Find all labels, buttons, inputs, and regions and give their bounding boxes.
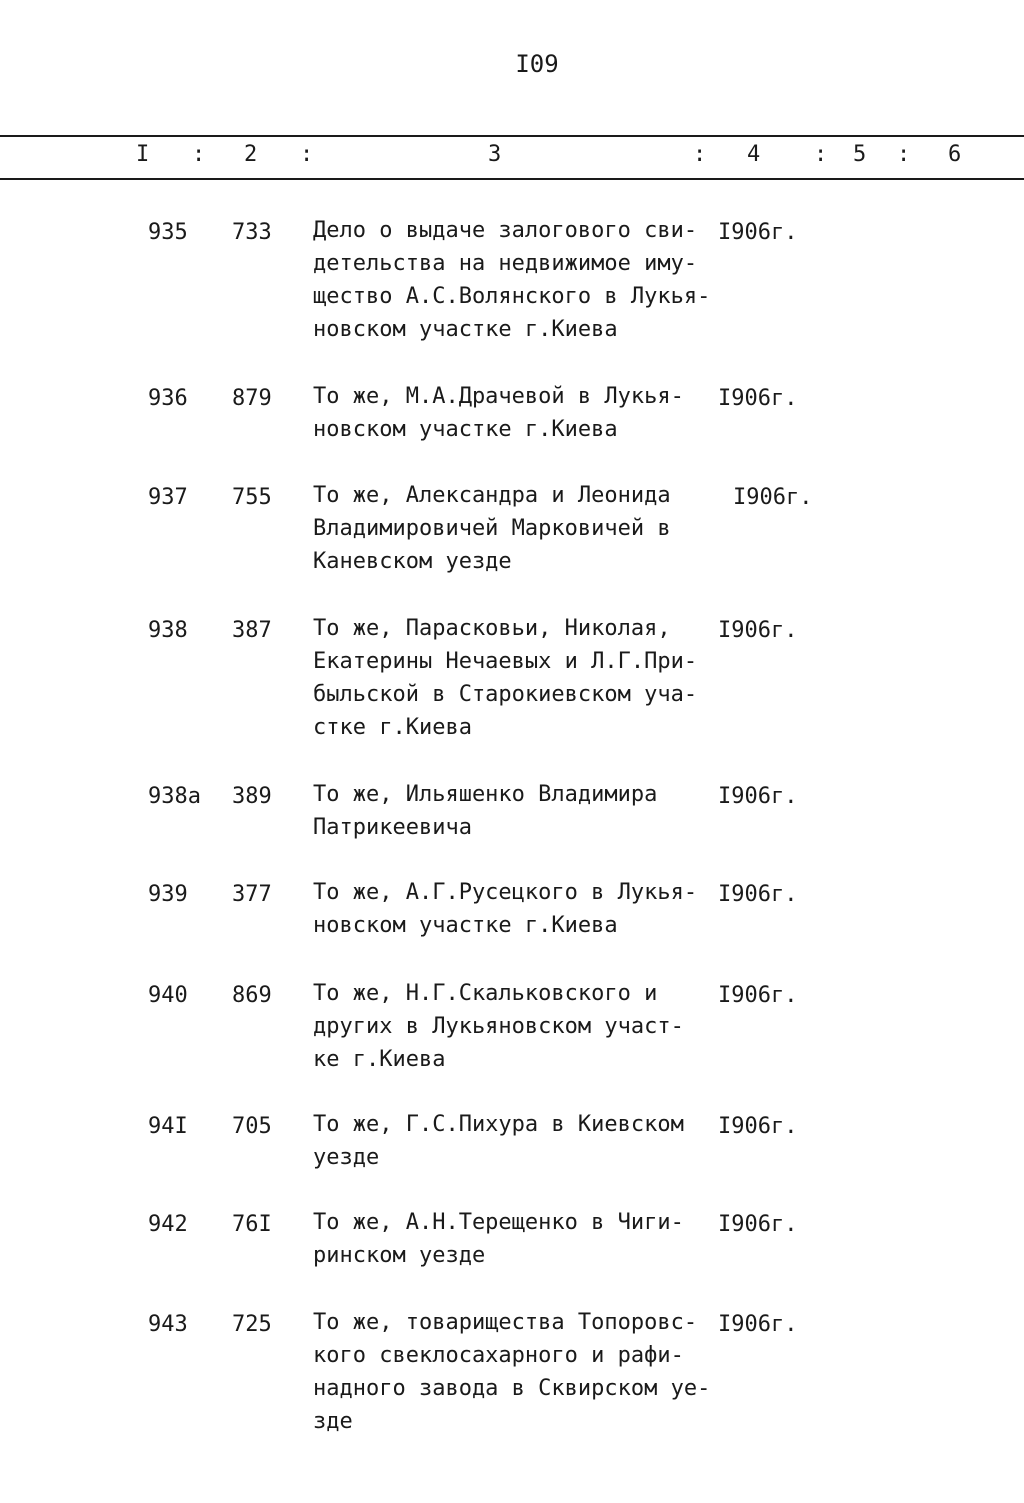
column-separator: :	[814, 142, 828, 167]
description-line: стке г.Киева	[313, 715, 472, 740]
entry-old-number: 389	[232, 784, 272, 809]
entry-description	[313, 778, 723, 844]
column-separator: :	[192, 142, 206, 167]
description-line: Владимировичей Марковичей в	[313, 516, 671, 541]
header-bottom-rule	[0, 178, 1024, 180]
description-line: зде	[313, 1409, 353, 1434]
entry-old-number: 725	[232, 1312, 272, 1337]
description-line: новском участке г.Киева	[313, 417, 618, 442]
entry-date: I906г.	[718, 983, 798, 1008]
entry-date: I906г.	[718, 618, 798, 643]
entry-description	[313, 1306, 723, 1438]
entry-old-number: 755	[232, 485, 272, 510]
column-separator: :	[693, 142, 707, 167]
entry-number: 938а	[148, 784, 201, 809]
column-header-3: 3	[488, 142, 502, 167]
entry-date: I906г.	[718, 882, 798, 907]
entry-date: I906г.	[718, 1312, 798, 1337]
description-line: кого свеклосахарного и рафи-	[313, 1343, 684, 1368]
description-line: уезде	[313, 1145, 380, 1170]
description-line: То же, Александра и Леонида	[313, 483, 671, 508]
description-line: То же, Ильяшенко Владимира	[313, 782, 658, 807]
entry-description	[313, 479, 723, 578]
entry-date: I906г.	[733, 485, 813, 510]
description-line: быльской в Старокиевском уча-	[313, 682, 698, 707]
description-line: Каневском уезде	[313, 549, 512, 574]
header-top-rule	[0, 135, 1024, 137]
description-line: новском участке г.Киева	[313, 913, 618, 938]
entry-date: I906г.	[718, 1212, 798, 1237]
column-header-5: 5	[853, 142, 867, 167]
entry-description	[313, 380, 723, 446]
description-line: надного завода в Сквирском уе-	[313, 1376, 711, 1401]
entry-number: 936	[148, 386, 188, 411]
page-number: I09	[515, 50, 559, 78]
entry-number: 935	[148, 220, 188, 245]
entry-description	[313, 1108, 723, 1174]
column-header-4: 4	[747, 142, 761, 167]
entry-old-number: 733	[232, 220, 272, 245]
entry-description	[313, 1206, 723, 1272]
description-line: ринском уезде	[313, 1243, 486, 1268]
description-line: новском участке г.Киева	[313, 317, 618, 342]
entry-date: I906г.	[718, 1114, 798, 1139]
entry-description	[313, 977, 723, 1076]
entry-number: 940	[148, 983, 188, 1008]
description-line: То же, А.Г.Русецкого в Лукья-	[313, 880, 698, 905]
entry-old-number: 377	[232, 882, 272, 907]
column-separator: :	[897, 142, 911, 167]
description-line: То же, М.А.Драчевой в Лукья-	[313, 384, 684, 409]
entry-number: 942	[148, 1212, 188, 1237]
description-line: Патрикеевича	[313, 815, 472, 840]
entry-description	[313, 612, 723, 744]
description-line: щество А.С.Волянского в Лукья-	[313, 284, 711, 309]
column-header-2: 2	[244, 142, 258, 167]
entry-old-number: 76I	[232, 1212, 272, 1237]
description-line: детельства на недвижимое иму-	[313, 251, 698, 276]
column-separator: :	[300, 142, 314, 167]
entry-date: I906г.	[718, 784, 798, 809]
description-line: То же, Г.С.Пихура в Киевском	[313, 1112, 684, 1137]
column-header-6: 6	[948, 142, 962, 167]
description-line: То же, А.Н.Терещенко в Чиги-	[313, 1210, 684, 1235]
entry-date: I906г.	[718, 220, 798, 245]
description-line: То же, Парасковьи, Николая,	[313, 616, 671, 641]
entry-old-number: 387	[232, 618, 272, 643]
entry-description	[313, 876, 723, 942]
description-line: других в Лукьяновском участ-	[313, 1014, 684, 1039]
entry-number: 939	[148, 882, 188, 907]
description-line: Дело о выдаче залогового сви-	[313, 218, 698, 243]
description-line: То же, товарищества Топоровс-	[313, 1310, 698, 1335]
entry-old-number: 869	[232, 983, 272, 1008]
entry-number: 943	[148, 1312, 188, 1337]
entry-number: 938	[148, 618, 188, 643]
description-line: Екатерины Нечаевых и Л.Г.При-	[313, 649, 698, 674]
entry-number: 937	[148, 485, 188, 510]
description-line: ке г.Киева	[313, 1047, 446, 1072]
description-line: То же, Н.Г.Скальковского и	[313, 981, 658, 1006]
entry-number: 94I	[148, 1114, 188, 1139]
entry-date: I906г.	[718, 386, 798, 411]
entry-old-number: 705	[232, 1114, 272, 1139]
entry-old-number: 879	[232, 386, 272, 411]
column-header-1: I	[136, 142, 150, 167]
entry-description	[313, 214, 723, 346]
